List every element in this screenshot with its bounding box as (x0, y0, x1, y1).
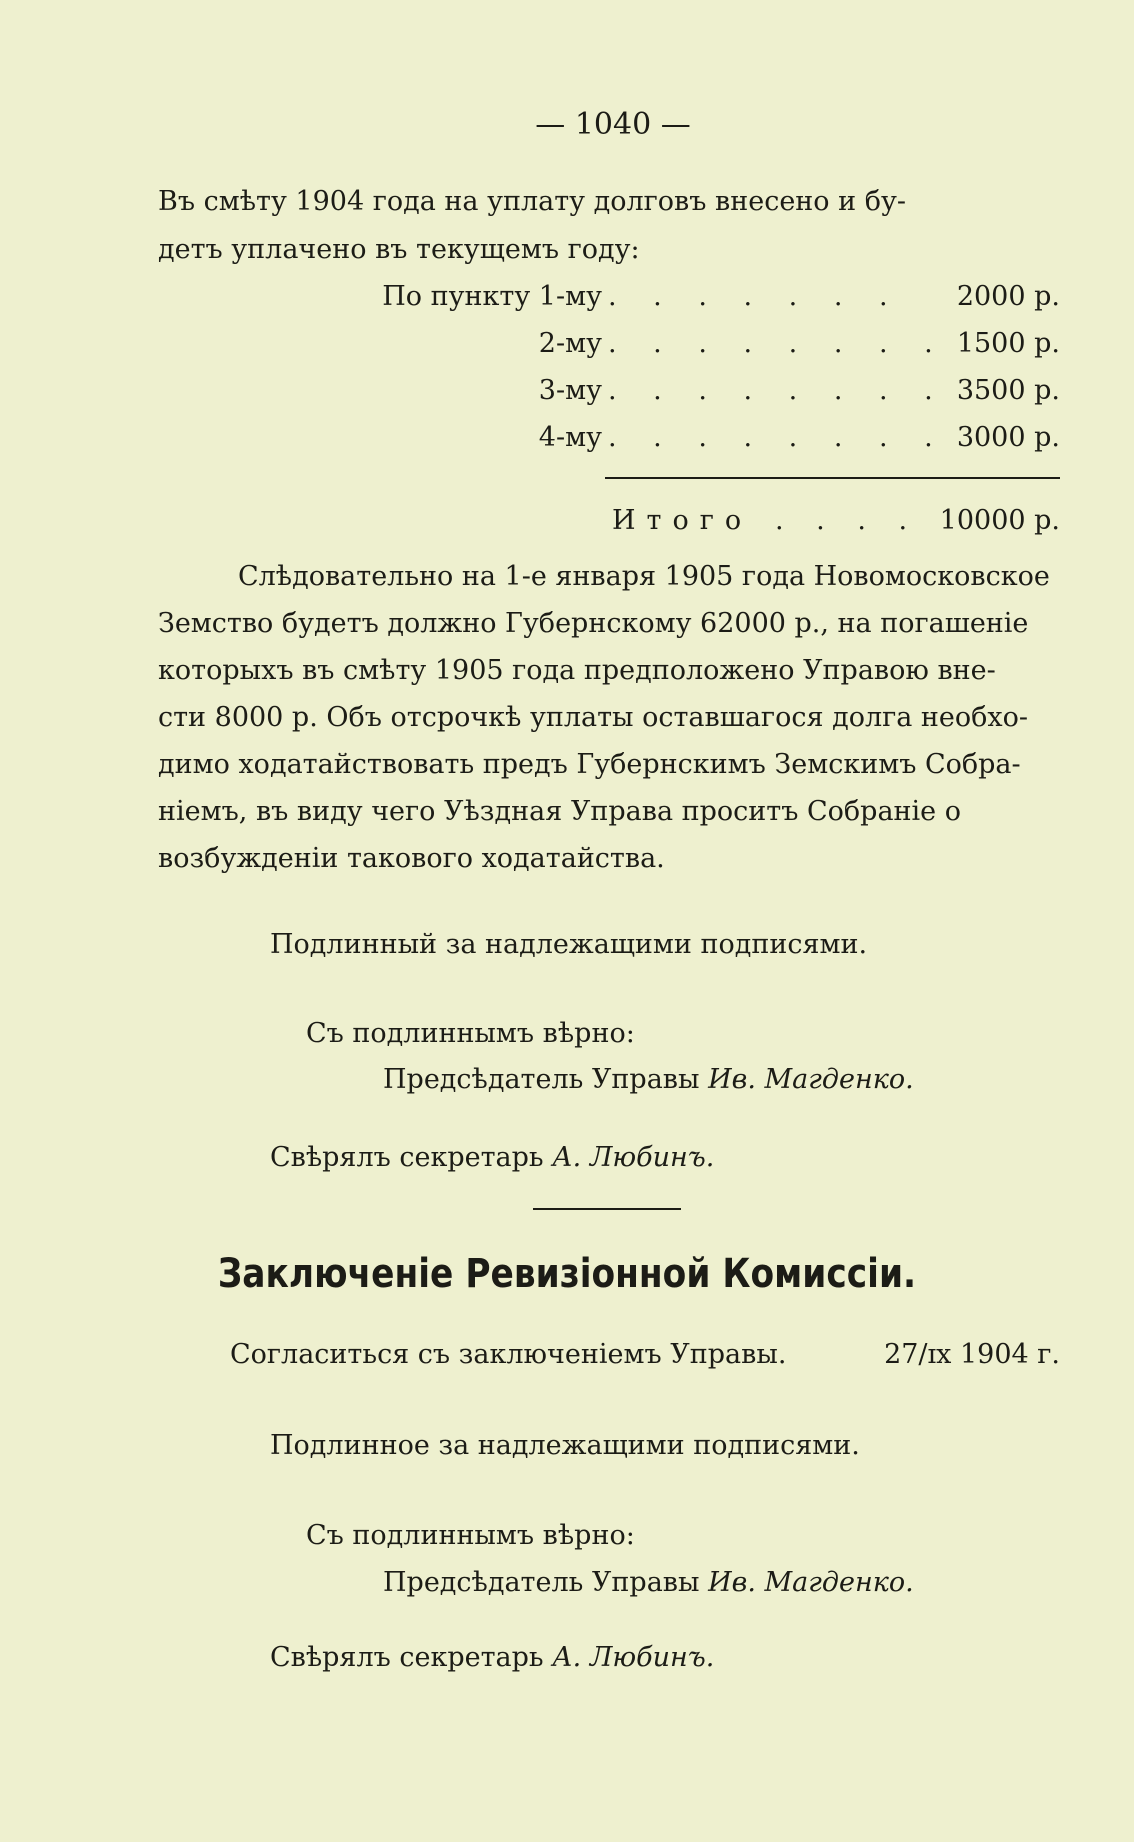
check-title: Свѣрялъ секретарь (270, 1642, 544, 1673)
item-leader: . . . . . . . . (608, 422, 947, 453)
item-amount: 1500 р. (956, 328, 1060, 359)
paragraph-line: Земство будетъ должно Губернскому 62000 р., на погашеніе (158, 608, 1029, 639)
check-title: Свѣрялъ секретарь (270, 1142, 544, 1173)
item-amount: 3000 р. (956, 422, 1060, 453)
conclusion-text: Согласиться съ заключеніемъ Управы. (230, 1339, 787, 1370)
item-leader: . . . . . . . (608, 281, 902, 312)
conclusion-line (230, 1338, 1060, 1372)
intro-line-2: детъ уплачено въ текущемъ году: (158, 234, 640, 265)
paragraph-line: димо ходатайствовать предъ Губернскимъ Земскимъ Собра- (158, 749, 1021, 780)
item-label: 4-му (538, 422, 602, 453)
total-amount: 10000 р. (939, 505, 1060, 536)
intro-line-1: Въ смѣту 1904 года на уплату долговъ внесено и бу- (158, 186, 906, 217)
original-note: Подлинный за надлежащими подписями. (270, 929, 868, 960)
item-leader: . . . . . . . . (608, 375, 947, 406)
section-divider (533, 1208, 681, 1210)
chair-name: Ив. Магденко. (708, 1567, 914, 1598)
total-leader: . . . . (775, 505, 920, 536)
original-note: Подлинное за надлежащими подписями. (270, 1430, 860, 1461)
paragraph-line: возбужденіи такового ходатайства. (158, 843, 665, 874)
item-amount: 2000 р. (956, 281, 1060, 312)
item-label: 2-му (538, 328, 602, 359)
chair-title: Предсѣдатель Управы (383, 1064, 700, 1095)
copy-note: Съ подлиннымъ вѣрно: (306, 1520, 635, 1551)
sum-rule (605, 477, 1060, 479)
item-leader: . . . . . . . . (608, 328, 947, 359)
item-label: По пункту 1-му (382, 281, 602, 312)
paragraph-line: Слѣдовательно на 1-е января 1905 года Новомосковское (238, 561, 1050, 592)
total-label: Итого (612, 505, 753, 536)
copy-note: Съ подлиннымъ вѣрно: (306, 1018, 635, 1049)
paragraph-line: сти 8000 р. Объ отсрочкѣ уплаты оставшагося долга необхо- (158, 702, 1029, 733)
chair-title: Предсѣдатель Управы (383, 1567, 700, 1598)
item-amount: 3500 р. (956, 375, 1060, 406)
check-name: А. Любинъ. (552, 1642, 715, 1673)
chair-name: Ив. Магденко. (708, 1064, 914, 1095)
conclusion-date: 27/ɪх 1904 г. (884, 1339, 1060, 1370)
page-number: — 1040 — (535, 107, 691, 142)
chair-line (383, 1063, 914, 1097)
paragraph-line: ніемъ, въ виду чего Уѣздная Управа проситъ Собраніе о (158, 796, 961, 827)
item-label: 3-му (538, 375, 602, 406)
chair-line (383, 1566, 914, 1600)
paragraph-line: которыхъ въ смѣту 1905 года предположено Управою вне- (158, 655, 996, 686)
check-line (270, 1141, 714, 1175)
check-line (270, 1641, 714, 1675)
section-heading: Заключеніе Ревизіонной Комиссіи. (217, 1251, 917, 1297)
check-name: А. Любинъ. (552, 1142, 715, 1173)
